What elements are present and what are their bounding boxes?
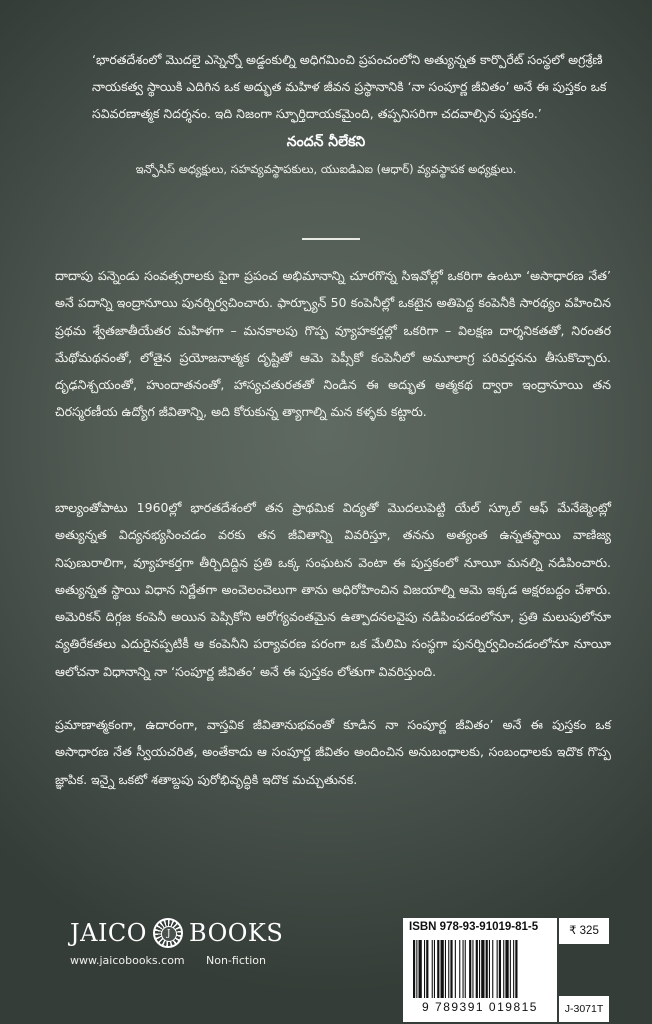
- publisher-website[interactable]: www.jaicobooks.com: [70, 954, 185, 967]
- blurb-paragraph-1: దాదాపు పన్నెండు సంవత్సరాలకు పైగా ప్రపంచ అభిమానాన్ని చూరగొన్న సిఇవోల్లో ఒకరిగా ఉంటూ ‘అసాధారణ నేత’ అనే పదాన్ని ఇంద్రానూయి పునర్నిర్వచించారు. ఫార్చ్యూన్ 50 కంపెనీల్లో ఒకటైన అతిపెద్ద కంపెనీకి సారథ్యం వహించిన ప్రథమ శ్వేతజాతీయేతర మహిళగా – మనకాలపు గొప్ప వ్యూహకర్తల్లో ఒకరిగా – విలక్షణ దార్శనికతతో, నిరంతర మేథోమథనంతో, లోతైన ప్రయోజనాత్మక దృష్టితో ఆమె పెప్సీకో కంపెనీలో అమూలాగ్ర పరివర్తనను తీసుకొచ్చారు. దృఢనిశ్చయంతో, హుందాతనంతో, హాస్యచతురతతో నిండిన ఈ అద్భుత ఆత్మకథ ద్వారా ఇంద్రానూయి తన చిరస్మరణీయ ఉద్యోగ జీవితాన్ని, అది కోరుకున్న త్యాగాల్ని మన కళ్ళకు కట్టారు.: [55, 268, 611, 420]
- blurb-paragraph-3: ప్రమాణాత్మకంగా, ఉదారంగా, వాస్తవిక జీవితానుభవంతో కూడిన నా సంపూర్ణ జీవితం’ అనే ఈ పుస్తకం ఒక అసాధారణ నేత స్వీయచరిత, అంతేకాదు ఆ సంపూర్ణ జీవితం అందించిన అనుబంధాలకు, సంబంధాలకు ఇదొక గొప్ప జ్ఞాపిక. ఇన్నై ఒకటో శతాబ్దపు పురోభివృద్ధికి ఇదొక మచ్చుతునక.: [55, 717, 611, 787]
- publisher-emblem-icon: [153, 918, 183, 948]
- emblem-letter: J: [161, 926, 177, 942]
- publisher-name-right: BOOKS: [188, 919, 284, 947]
- barcode-digits: 9 789391 019815: [422, 1000, 538, 1014]
- genre-label: Non-fiction: [206, 954, 266, 967]
- barcode-panel: [403, 918, 557, 1022]
- section-divider: [302, 238, 360, 240]
- blurb-paragraph-2: బాల్యంతోపాటు 1960ల్లో భారతదేశంలో తన ప్రాథమిక విద్యతో మొదలుపెట్టి యేల్ స్కూల్ ఆఫ్ మేనేజ్మెంట్లో అత్యున్నత విద్యనభ్యసించడం వరకు తన జీవితాన్ని వివరిస్తూ, తనను అత్యంత ఉన్నతస్థాయి వాణిజ్య నిపుణురాలిగా, వ్యూహకర్తగా తీర్చిదిద్దిన ప్రతి ఒక్క సంఘటన వెంటా ఈ పుస్తకంలో నూయీ మనల్ని నడిపించారు. అత్యున్నత స్థాయి విధాన నిర్ణేతగా అంచెలంచెలుగా తాను అధిరోహించిన విజయాల్ని ఆమె ఇక్కడ అక్షరబద్ధం చేశారు. అమెరికన్ దిగ్గజ కంపెనీ అయిన పెప్సికోని ఆరోగ్యవంతమైన ఉత్పాదనలవైపు నడిపించడంలోనూ, ప్రతి మలుపులోనూ వ్యతిరేకతలు ఎదురైనప్పటికీ ఆ కంపెనీని పర్యావరణ పరంగా ఒక మేలిమి సంస్థగా పునర్నిర్వచించడంలోనూ నూయీ ఆలోచనా విధానాన్ని నా ‘సంపూర్ణ జీవితం’ అనే ఈ పుస్తకం లోతుగా వివరిస్తుంది.: [55, 500, 611, 679]
- endorsement-quote: ‘భారతదేశంలో మొదలై ఎస్నెన్నో అడ్డంకుల్ని అధిగమించి ప్రపంచంలోని అత్యున్నత కార్పొరేట్ సంస్థలో అగ్రశ్రేణి నాయకత్వ స్థాయికి ఎదిగిన ఒక అద్భుత మహిళ జీవన ప్రస్థానానికి ‘నా సంపూర్ణ జీవితం’ అనే ఈ పుస్తకం ఒక సవివరణాత్మక నిదర్శనం. ఇది నిజంగా స్ఫూర్తిదాయకమైంది, తప్పనిసరిగా చదవాల్సిన పుస్తకం.’: [92, 52, 607, 121]
- catalog-code: J-3071T: [559, 996, 609, 1022]
- endorser-title: ఇన్ఫోసిస్ అధ్యక్షులు, సహవ్యవస్థాపకులు, యుఐడిఎఐ (ఆధార్) వ్యవస్థాపక అధ్యక్షులు.: [135, 162, 517, 176]
- publisher-logo: [70, 918, 283, 948]
- price-tag: ₹ 325: [559, 918, 609, 944]
- isbn-label: ISBN 978-93-91019-81-5: [409, 921, 539, 933]
- publisher-name-left: JAICO: [70, 919, 147, 947]
- barcode-icon: [413, 940, 551, 998]
- endorser-name: నందన్ నీలేకని: [286, 134, 366, 150]
